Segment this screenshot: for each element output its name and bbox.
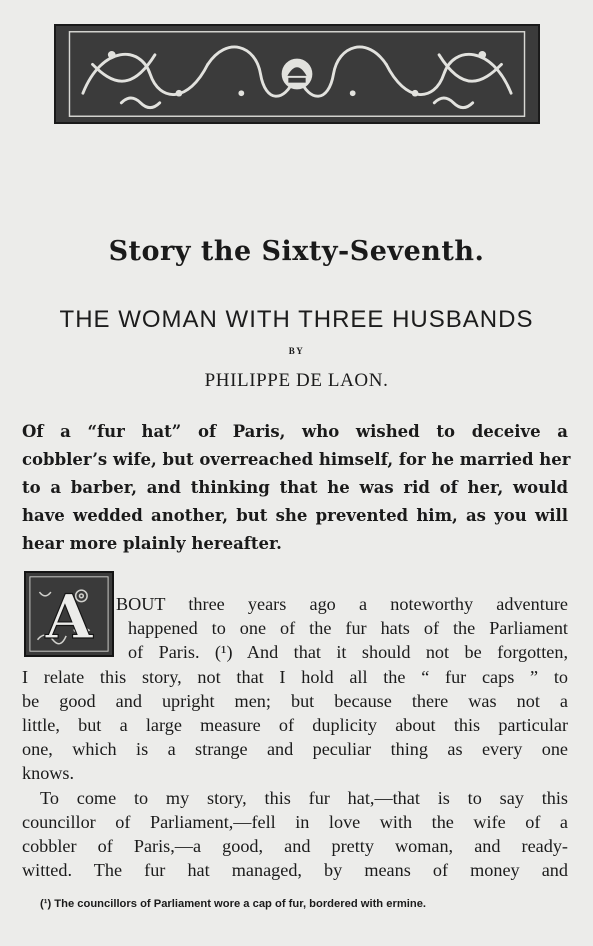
story-body [22, 592, 568, 882]
summary-line: have wedded another, but she prevented him, as you will [22, 506, 568, 525]
author-name: PHILIPPE DE LAON. [204, 370, 389, 391]
byline-label: BY [288, 346, 305, 356]
body-line: be good and upright men; but because there was not a [22, 690, 568, 711]
ornamental-header-band [54, 24, 540, 124]
body-line: knows. [22, 763, 75, 784]
body-line: little, but a large measure of duplicity about this particular [22, 715, 568, 736]
summary-line: hear more plainly hereafter. [22, 534, 282, 553]
body-line: witted. The fur hat managed, by means of money and [22, 860, 568, 881]
summary-line: to a barber, and thinking that he was rid of her, would [22, 478, 568, 497]
body-line: cobbler of Paris,—a good, and pretty woman, and ready- [22, 836, 568, 857]
body-line: councillor of Parliament,—fell in love with the wife of a [22, 811, 568, 832]
body-line: one, which is a strange and peculiar thing as every one [22, 739, 568, 760]
drop-cap-letter: A [45, 581, 93, 653]
summary-line: cobbler’s wife, but overreached himself, for he married her [22, 450, 571, 469]
body-line: BOUT three years ago a noteworthy adventure [116, 594, 568, 614]
story-title: THE WOMAN WITH THREE HUSBANDS [59, 306, 534, 333]
footnote: (¹) The councillors of Parliament wore a cap of fur, bordered with ermine. [40, 898, 427, 910]
body-line: of Paris. (¹) And that it should not be forgotten, [128, 642, 568, 663]
body-line: I relate this story, not that I hold all the “ fur caps ” to [22, 666, 568, 687]
body-line: happened to one of the fur hats of the Parliament [128, 618, 568, 639]
floral-ornament-icon [56, 26, 538, 122]
story-number-heading: Story the Sixty-Seventh. [108, 236, 485, 267]
summary-line: Of a “fur hat” of Paris, who wished to deceive a [22, 422, 568, 441]
body-line: To come to my story, this fur hat,—that is to say this [40, 787, 568, 808]
story-summary [22, 418, 571, 558]
